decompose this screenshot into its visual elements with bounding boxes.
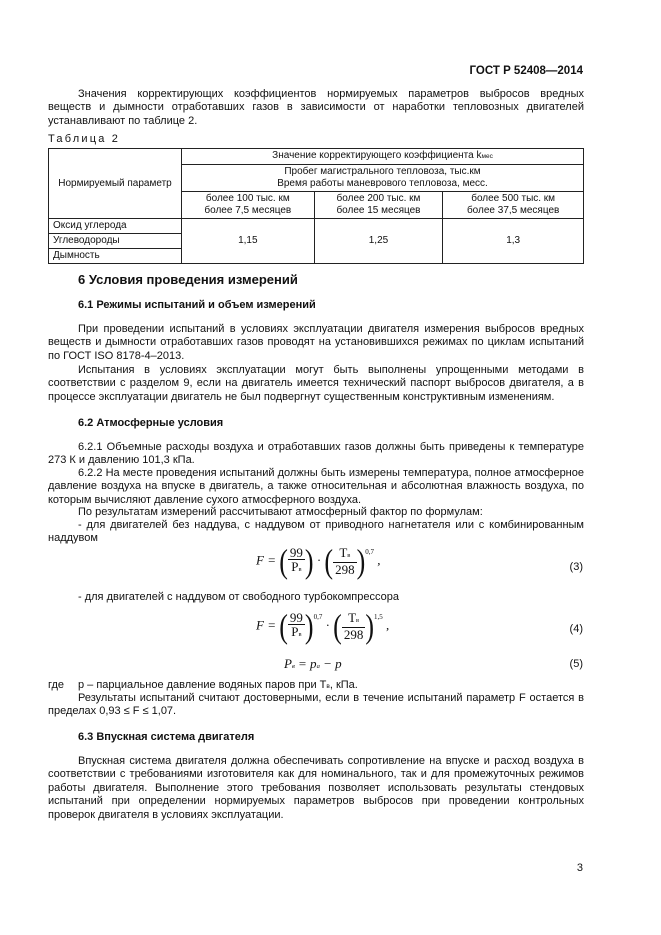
table-caption: Таблица 2	[48, 133, 121, 145]
eq-number-3: (3)	[569, 561, 583, 573]
section-6-1-title: 6.1 Режимы испытаний и объем измерений	[78, 299, 316, 311]
s622-formula-intro: По результатам измерений рассчитывают атмосферный фактор по формулам:	[78, 506, 483, 518]
coefficient-table	[48, 148, 584, 264]
eq-number-5: (5)	[569, 658, 583, 670]
s63-paragraph: Впускная система двигателя должна обеспечивать сопротивление на впуске и расход воздуха в соответствии с требованиями изготовителя как для номинального, так и для промежуточных режимов работы двигателя. Выполнение этого требования позволяет использовать результаты стендовых испытаний при определении нормируемых параметров выбросов при проведении контрольных проверок двигателя в условиях эксплуатации.	[48, 755, 584, 821]
case-2-text: - для двигателей с наддувом от свободного турбокомпрессора	[78, 591, 399, 603]
formula-4: F = ( $\frac{99}{Pв}$ )$^{0,7}$ · ( $\frac{Tв}{298}$ )$^{1,5}$ ,	[256, 607, 390, 645]
document-header: ГОСТ Р 52408—2014	[469, 65, 583, 77]
section-6-title: 6 Условия проведения измерений	[78, 272, 298, 287]
where-text: p – парциальное давление водяных паров при Tв, кПа.	[78, 679, 358, 691]
s61-paragraph-2: Испытания в условиях эксплуатации могут быть выполнены упрощенными методами в соответствии с разделом 9, если на двигатель имеется технический паспорт выбросов двигателя, а в процессе эксплуатации двигатель не был подвергнут существенным конструктивным изменениям.	[48, 364, 584, 403]
value-1: 1,15	[182, 219, 315, 264]
s61-paragraph-1: При проведении испытаний в условиях эксплуатации двигателя измерения выбросов вредных веществ и дымности отработавших газов проводят на установившихся режимах по циклам испытаний по ГОСТ ISO 8178-4–2013.	[48, 323, 584, 362]
value-2: 1,25	[314, 219, 443, 264]
section-6-2-title: 6.2 Атмосферные условия	[78, 417, 224, 429]
formula-3: F = ( $\frac{99}{Pв}$ ) · ( $\frac{Tв}{298}$ )$^{0,7}$ ,	[256, 542, 381, 580]
mileage-header: Пробег магистрального тепловоза, тыс.км Время работы маневрового тепловоза, месс.	[182, 165, 584, 192]
s622-paragraph: 6.2.2 На месте проведения испытаний должны быть измерены температура, полное атмосферное давление воздуха на впуске в двигатель, а также относительная и абсолютная влажность воздуха, по которым вычисляют давление сухого атмосферного воздуха.	[48, 467, 584, 506]
intro-paragraph: Значения корректирующих коэффициентов нормируемых параметров выбросов вредных веществ и дымности отработавших газов в зависимости от наработки тепловозных двигателей устанавливают по таблице 2.	[48, 88, 584, 127]
param-header: Нормируемый параметр	[49, 149, 182, 219]
page-number: 3	[576, 862, 583, 874]
result-paragraph: Результаты испытаний считают достоверными, если в течение испытаний параметр F остается в пределах 0,93 ≤ F ≤ 1,07.	[48, 692, 584, 718]
s621-paragraph: 6.2.1 Объемные расходы воздуха и отработавших газов должны быть приведены к температуре 273 К и давлению 101,3 кПа.	[48, 441, 584, 467]
row-co: Оксид углерода	[49, 219, 182, 234]
col-header-1: более 100 тыс. км более 7,5 месяцев	[182, 192, 315, 219]
coef-header: Значение корректирующего коэффициента kмес	[182, 149, 584, 165]
eq-number-4: (4)	[569, 623, 583, 635]
where-label: где	[48, 679, 65, 691]
col-header-3: более 500 тыс. км более 37,5 месяцев	[443, 192, 584, 219]
row-smoke: Дымность	[49, 249, 182, 264]
row-hc: Углеводороды	[49, 234, 182, 249]
section-6-3-title: 6.3 Впускная система двигателя	[78, 731, 255, 743]
formula-5: Pв = pa − p	[284, 656, 342, 671]
case-1-text: - для двигателей без наддува, с наддувом от приводного нагнетателя или с комбинированным наддувом	[48, 519, 584, 545]
value-3: 1,3	[443, 219, 584, 264]
col-header-2: более 200 тыс. км более 15 месяцев	[314, 192, 443, 219]
